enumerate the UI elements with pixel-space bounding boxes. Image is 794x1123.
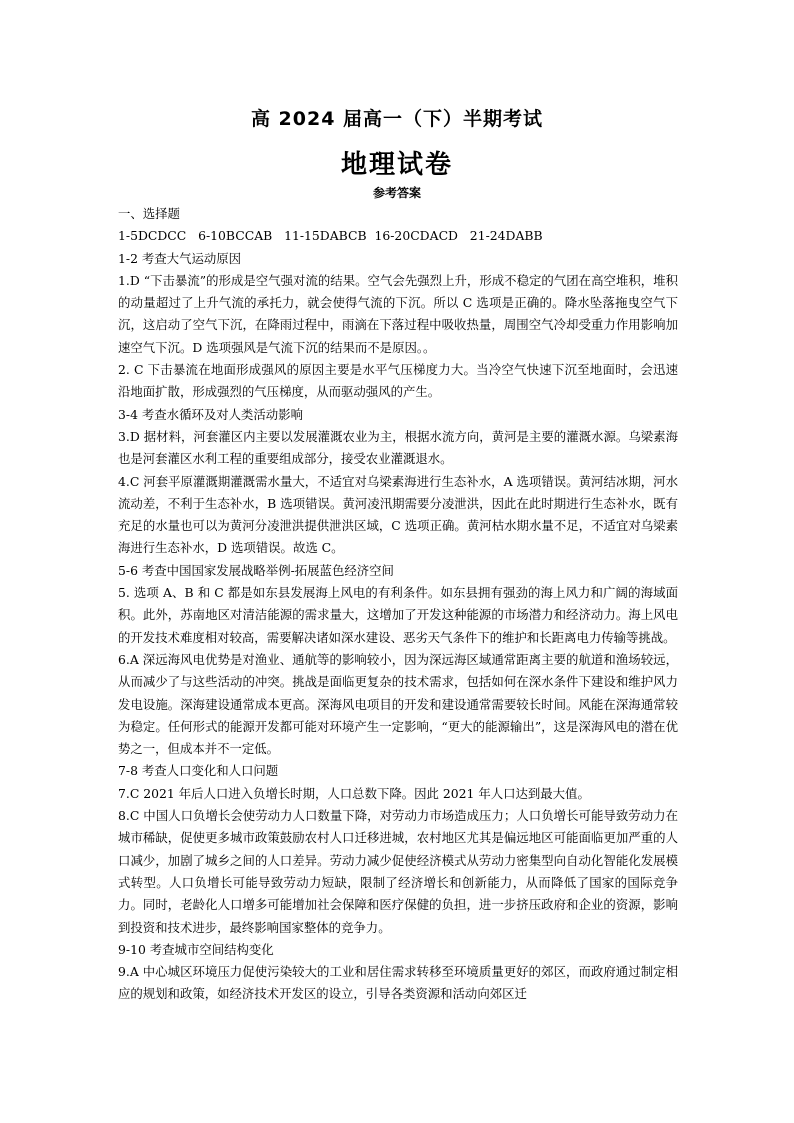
paragraph: 9.A 中心城区环境压力促使污染较大的工业和居住需求转移至环境质量更好的郊区，而政府通过制定相应的规划和政策，如经济技术开发区的设立，引导各类资源和活动向郊区迁 [118, 964, 678, 1002]
paragraph: 5. 选项 A、B 和 C 都是如东县发展海上风电的有利条件。如东县拥有强劲的海上风力和广阔的海域面积。此外，苏南地区对清洁能源的需求量大，这增加了开发这种能源的市场潜力和经济动力。海上风电的开发技术难度相对较高，需要解决诸如深水建设、恶劣天气条件下的维护和长距离电力传输等挑战。 [118, 585, 678, 645]
paragraph: 8.C 中国人口负增长会使劳动力人口数量下降，对劳动力市场造成压力；人口负增长可能导致劳动力在城市稀缺，促使更多城市政策鼓励农村人口迁移进城，农村地区尤其是偏远地区可能面临更加严重的人口减少，加剧了城乡之间的人口差异。劳动力减少促使经济模式从劳动力密集型向自动化智能化发展模式转型。人口负增长可能导致劳动力短缺，限制了经济增长和创新能力，从而降低了国家的国际竞争力。同时，老龄化人口增多可能增加社会保障和医疗保健的负担，进一步挤压政府和企业的资源，影响到投资和技术进步，最终影响国家整体的竞争力。 [118, 808, 678, 935]
paragraph: 5-6 考查中国国家发展战略举例-拓展蓝色经济空间 [118, 562, 394, 578]
paragraph: 2. C 下击暴流在地面形成强风的原因主要是水平气压梯度力大。当冷空气快速下沉至地面时，会迅速沿地面扩散，形成强烈的气压梯度，从而驱动强风的产生。 [118, 362, 678, 400]
paragraph: 3-4 考查水循环及对人类活动影响 [118, 406, 303, 422]
paragraph: 9-10 考查城市空间结构变化 [118, 941, 274, 957]
paragraph: 3.D 据材料，河套灌区内主要以发展灌溉农业为主，根据水流方向，黄河是主要的灌溉水源。乌梁素海也是河套灌区水利工程的重要组成部分，接受农业灌溉退水。 [118, 428, 678, 467]
answer-key-subtitle: 参考答案 [372, 186, 421, 200]
subject-title: 地理试卷 [340, 150, 453, 180]
answer-list: 1-5DCDCC 6-10BCCAB 11-15DABCB 16-20CDACD 21-24DABB [118, 228, 543, 244]
paragraph: 7.C 2021 年后人口进入负增长时期，人口总数下降。因此 2021 年人口达到最大值。 [118, 785, 590, 801]
document-body [118, 203, 678, 1006]
paragraph: 7-8 考查人口变化和人口问题 [118, 763, 279, 779]
paragraph: 1.D “下击暴流”的形成是空气强对流的结果。空气会先强烈上升，形成不稳定的气团在高空堆积，堆积的动量超过了上升气流的承托力，就会使得气流的下沉。所以 C 选项是正确的。降水坠落拖曳空气下沉，这启动了空气下沉，在降雨过程中，雨滴在下落过程中吸收热量，周围空气冷却受重力作用影响加速空气下沉。D 选项强风是气流下沉的结果而不是原因。。 [118, 272, 678, 355]
paragraph: 1-2 考查大气运动原因 [118, 250, 242, 266]
paragraph: 4.C 河套平原灌溉期灌溉需水量大，不适宜对乌梁素海进行生态补水，A 选项错误。黄河结冰期，河水流动差，不利于生态补水，B 选项错误。黄河凌汛期需要分凌泄洪，因此在此时期进行生态补水，既有充足的水量也可以为黄河分凌泄洪提供泄洪区域，C 选项正确。黄河枯水期水量不足，不适宜对乌梁素海进行生态补水，D 选项错误。故选 C。 [118, 473, 678, 556]
section-heading: 一、选择题 [118, 206, 180, 221]
paragraph: 6.A 深远海风电优势是对渔业、通航等的影响较小，因为深远海区域通常距离主要的航道和渔场较远，从而减少了与这些活动的冲突。挑战是面临更复杂的技术需求，包括如何在深水条件下建设和维护风力发电设施。深海建设通常成本更高。深海风电项目的开发和建设通常需要较长时间。风能在深海通常较为稳定。任何形式的能源开发都可能对环境产生一定影响，“更大的能源输出”，这是深海风电的潜在优势之一，但成本并不一定低。 [118, 651, 678, 757]
exam-title: 高 2024 届高一（下）半期考试 [250, 108, 544, 130]
